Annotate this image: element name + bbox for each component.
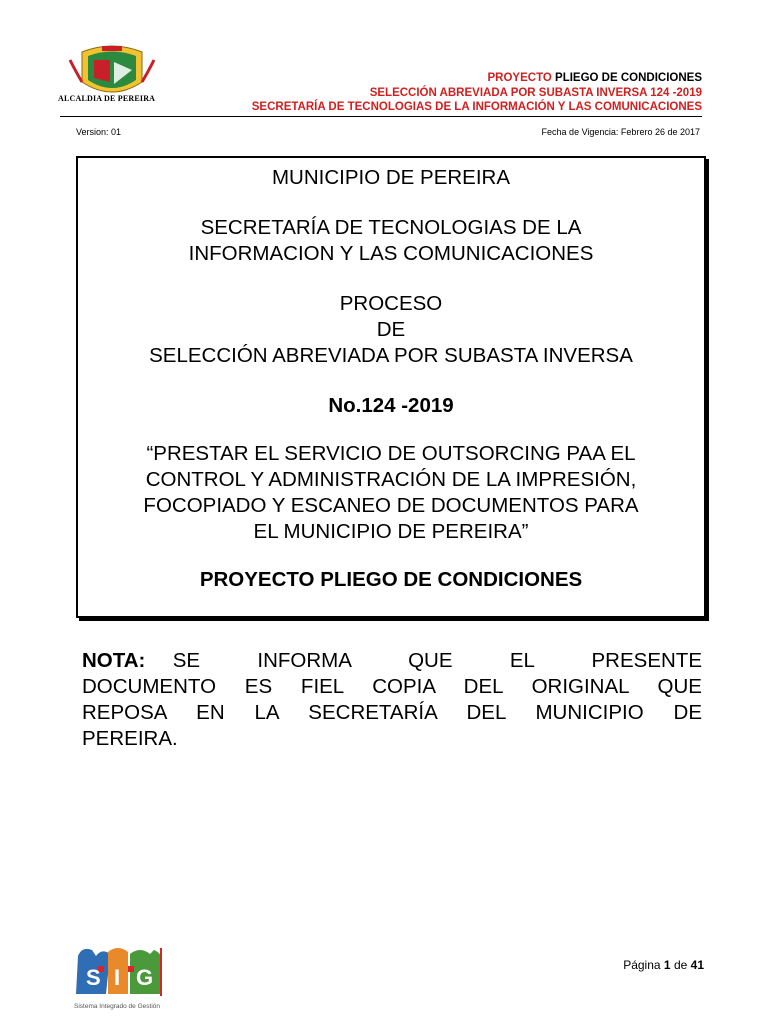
municipio-title: MUNICIPIO DE PEREIRA bbox=[271, 166, 511, 189]
sig-letter-g: G bbox=[136, 965, 154, 990]
header-proyecto-label: PROYECTO bbox=[487, 72, 552, 84]
pliego-title: PROYECTO PLIEGO DE CONDICIONES bbox=[199, 568, 583, 591]
page-number bbox=[623, 958, 704, 972]
note-line-1 bbox=[82, 648, 702, 674]
proceso-label: PROCESO bbox=[339, 292, 443, 315]
header-pliego-label: PLIEGO DE CONDICIONES bbox=[555, 72, 702, 84]
note-line-2: DOCUMENTO ES FIEL COPIA DEL ORIGINAL QUE bbox=[82, 675, 702, 698]
page-total: 41 bbox=[690, 958, 704, 972]
sig-letter-i: I bbox=[114, 965, 121, 990]
objeto-line-2: CONTROL Y ADMINISTRACIÓN DE LA IMPRESIÓN, bbox=[145, 468, 637, 491]
note-line-3: REPOSA EN LA SECRETARÍA DEL MUNICIPIO DE bbox=[82, 701, 702, 724]
seleccion-label: SELECCIÓN ABREVIADA POR SUBASTA INVERSA bbox=[149, 344, 633, 367]
header-title-line bbox=[488, 72, 703, 84]
secretaria-line-1: SECRETARÍA DE TECNOLOGIAS DE LA bbox=[200, 216, 582, 239]
vigencia-label: Fecha de Vigencia: Febrero 26 de 2017 bbox=[541, 127, 700, 137]
sig-letter-s: S bbox=[86, 965, 101, 990]
sig-logo-icon bbox=[72, 942, 172, 1002]
version-label: Version: 01 bbox=[76, 127, 122, 137]
objeto-line-3: FOCOPIADO Y ESCANEO DE DOCUMENTOS PARA bbox=[143, 494, 639, 517]
de-label: de bbox=[673, 958, 688, 972]
note-line-1-text: SE INFORMA QUE EL PRESENTE bbox=[172, 649, 702, 672]
page-current: 1 bbox=[663, 958, 671, 972]
objeto-line-4: EL MUNICIPIO DE PEREIRA” bbox=[253, 520, 529, 543]
objeto-line-1: “PRESTAR EL SERVICIO DE OUTSORCING PAA EL bbox=[146, 442, 636, 465]
header-divider bbox=[60, 116, 702, 117]
note-label: NOTA: bbox=[82, 649, 146, 672]
note-line-4: PEREIRA. bbox=[82, 727, 178, 750]
de-label: DE bbox=[376, 318, 406, 341]
sig-caption: Sistema Integrado de Gestión bbox=[74, 1003, 160, 1010]
secretaria-line-2: INFORMACION Y LAS COMUNICACIONES bbox=[188, 242, 594, 265]
process-number: No.124 -2019 bbox=[328, 394, 454, 417]
pagina-label: Página bbox=[623, 958, 661, 972]
header-secretaria-line: SECRETARÍA DE TECNOLOGIAS DE LA INFORMACIÓN Y LAS COMUNICACIONES bbox=[251, 101, 702, 113]
header-process-line: SELECCIÓN ABREVIADA POR SUBASTA INVERSA 124 -2019 bbox=[369, 87, 702, 99]
logo-caption: ALCALDIA DE PEREIRA bbox=[58, 94, 156, 103]
title-box bbox=[76, 156, 706, 618]
